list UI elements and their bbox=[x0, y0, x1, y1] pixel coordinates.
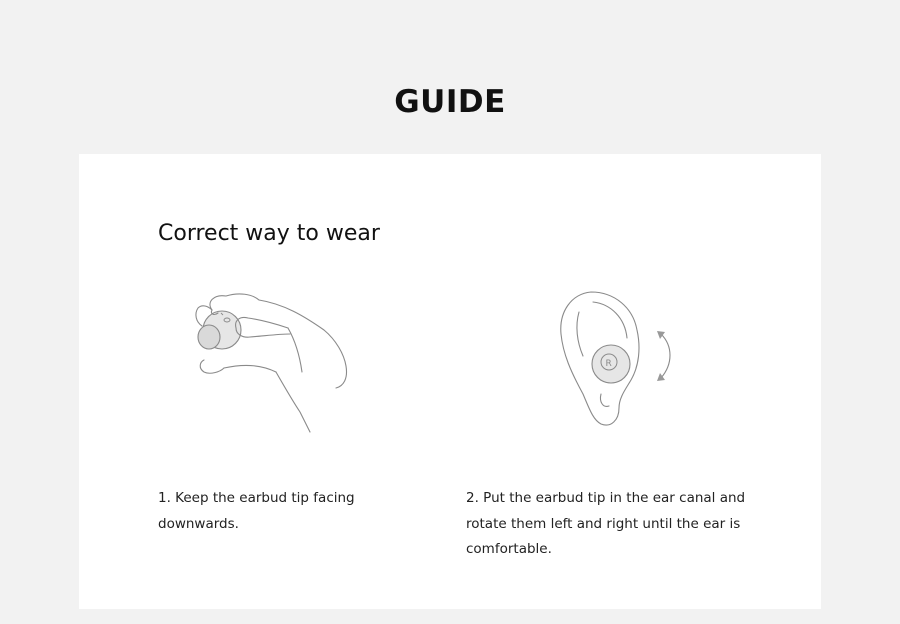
step-2-text: 2. Put the earbud tip in the ear canal and rotate them left and right until the ear is comfortable. bbox=[466, 490, 746, 557]
ear-with-earbud-icon bbox=[549, 282, 679, 432]
svg-text:R: R bbox=[605, 359, 612, 369]
hand-holding-earbud-icon bbox=[184, 282, 354, 437]
section-heading: Correct way to wear bbox=[158, 221, 380, 246]
step-1-text: 1. Keep the earbud tip facing downwards. bbox=[158, 490, 355, 532]
page-title: GUIDE bbox=[394, 84, 506, 120]
guide-card bbox=[79, 154, 821, 609]
